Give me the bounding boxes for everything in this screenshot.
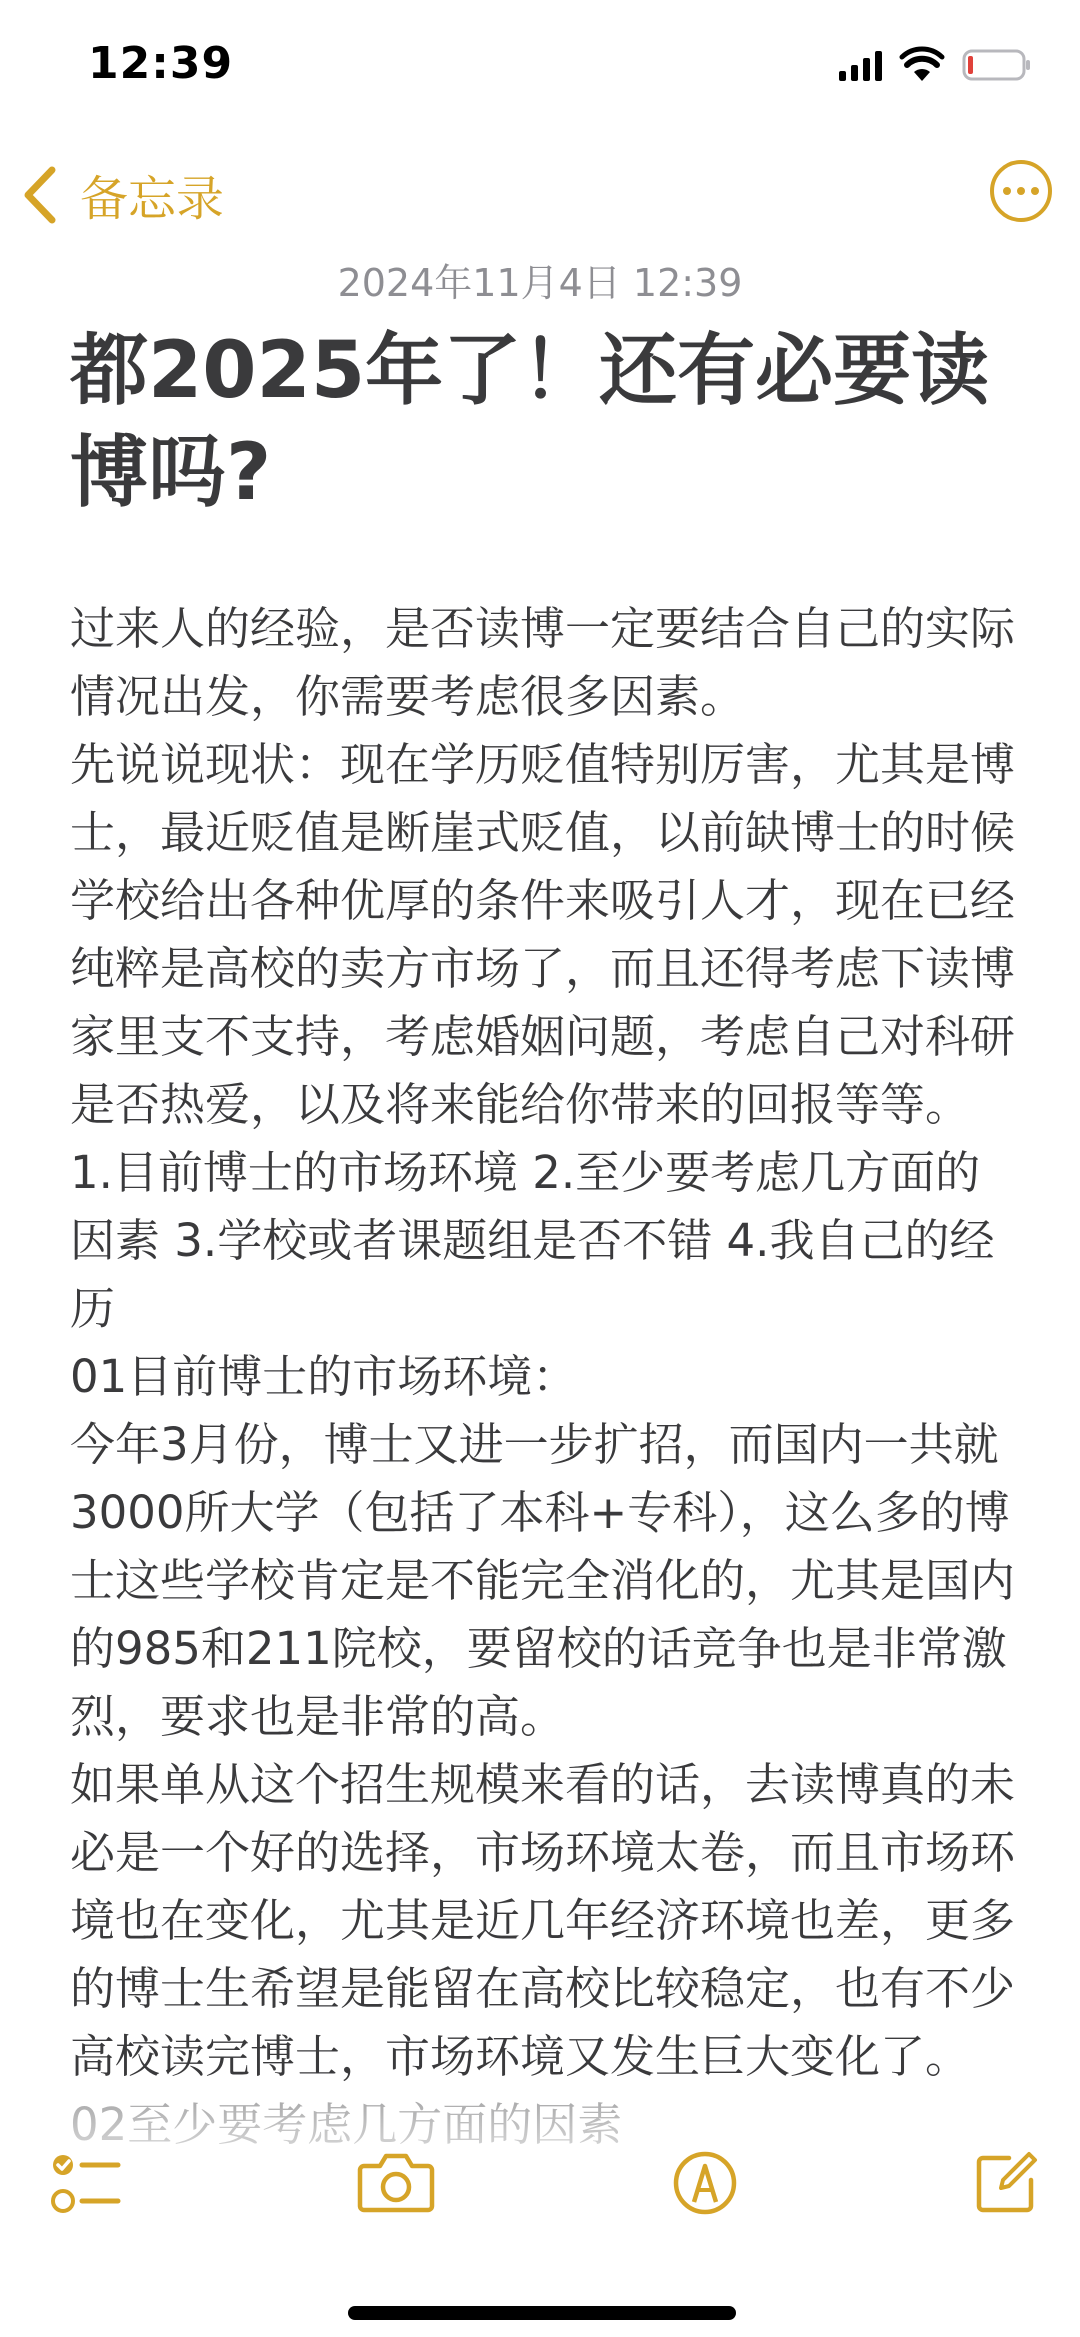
note-paragraph: 先说说现状：现在学历贬值特别厉害，尤其是博士，最近贬值是断崖式贬值，以前缺博士的时候学校给出各种优厚的条件来吸引人才，现在已经纯粹是高校的卖方市场了，而且还得考虑下读博家里支不支持，考虑婚姻问题，考虑自己对科研是否热爱，以及将来能给你带来的回报等等。 bbox=[70, 738, 1016, 1131]
compose-button[interactable] bbox=[975, 2150, 1039, 2218]
home-indicator[interactable] bbox=[348, 2306, 736, 2320]
note-paragraph: 过来人的经验，是否读博一定要结合自己的实际情况出发，你需要考虑很多因素。 bbox=[70, 602, 1016, 723]
status-time: 12:39 bbox=[88, 38, 234, 89]
note-paragraph: 01目前博士的市场环境： bbox=[70, 1350, 578, 1403]
markup-icon bbox=[672, 2150, 738, 2216]
more-dot bbox=[1031, 187, 1039, 195]
wifi-icon bbox=[900, 48, 944, 82]
cellular-signal-icon bbox=[839, 49, 882, 81]
status-icons bbox=[839, 48, 1032, 82]
compose-icon bbox=[975, 2150, 1039, 2214]
note-title[interactable]: 都2025年了！还有必要读博吗? bbox=[70, 326, 990, 518]
note-date: 2024年11月4日 12:39 bbox=[337, 261, 743, 305]
camera-icon bbox=[358, 2150, 434, 2214]
note-paragraph: 今年3月份，博士又进一步扩招，而国内一共就3000所大学（包括了本科+专科），这么多的博士这些学校肯定是不能完全消化的，尤其是国内的985和211院校，要留校的话竞争也是非常激烈，要求也是非常的高。 bbox=[70, 1418, 1016, 1743]
back-button[interactable] bbox=[22, 160, 224, 229]
note-paragraph: 1.目前博士的市场环境 2.至少要考虑几方面的因素 3.学校或者课题组是否不错 4.我自己的经历 bbox=[70, 1146, 995, 1335]
checklist-button[interactable] bbox=[50, 2150, 122, 2222]
back-button-label: 备忘录 bbox=[80, 171, 225, 227]
more-dot bbox=[1017, 187, 1025, 195]
more-dot bbox=[1003, 187, 1011, 195]
bottom-toolbar bbox=[0, 2150, 1080, 2240]
checklist-icon bbox=[50, 2150, 122, 2218]
chevron-left-icon bbox=[22, 166, 58, 224]
status-bar bbox=[0, 0, 1080, 130]
note-body[interactable] bbox=[70, 595, 1020, 2115]
note-paragraph: 如果单从这个招生规模来看的话，去读博真的未必是一个好的选择，市场环境太卷，而且市场环境也在变化，尤其是近几年经济环境也差，更多的博士生希望是能留在高校比较稳定，也有不少高校读完博士，市场环境又发生巨大变化了。 bbox=[70, 1758, 1016, 2083]
camera-button[interactable] bbox=[358, 2150, 434, 2218]
battery-low-icon bbox=[962, 48, 1032, 82]
markup-button[interactable] bbox=[672, 2150, 738, 2220]
more-options-button[interactable] bbox=[990, 160, 1052, 222]
